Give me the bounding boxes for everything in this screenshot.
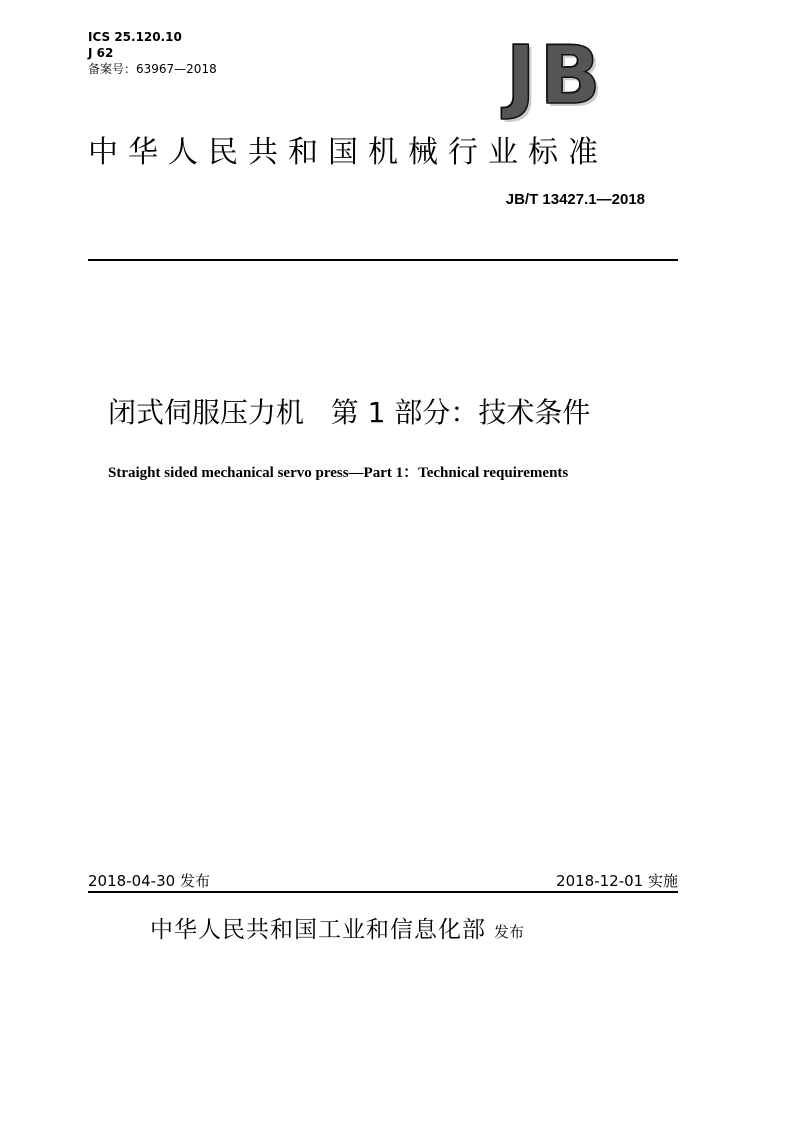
implementation-date: 2018-12-01 实施 — [556, 872, 678, 890]
standard-number: JB/T 13427.1—2018 — [505, 191, 645, 208]
issue-date: 2018-04-30 发布 — [88, 872, 210, 890]
issuer-suffix: 发布 — [494, 923, 525, 941]
jb-logo: JB — [506, 29, 605, 122]
issuer-name: 中华人民共和国工业和信息化部 — [150, 917, 486, 943]
ccs-code: J 62 — [88, 46, 114, 60]
header-codes — [88, 29, 217, 77]
top-divider — [88, 259, 678, 261]
issuer-line — [150, 911, 524, 944]
title-english: Straight sided mechanical servo press—Part 1：Technical requirements — [108, 465, 569, 481]
ics-code: ICS 25.120.10 — [88, 30, 182, 44]
industry-standard-heading: 中华人民共和国机械行业标准 — [88, 135, 608, 170]
filing-number: 备案号：63967—2018 — [88, 62, 217, 76]
title-chinese: 闭式伺服压力机 第 1 部分：技术条件 — [108, 396, 591, 429]
bottom-divider — [88, 891, 678, 893]
